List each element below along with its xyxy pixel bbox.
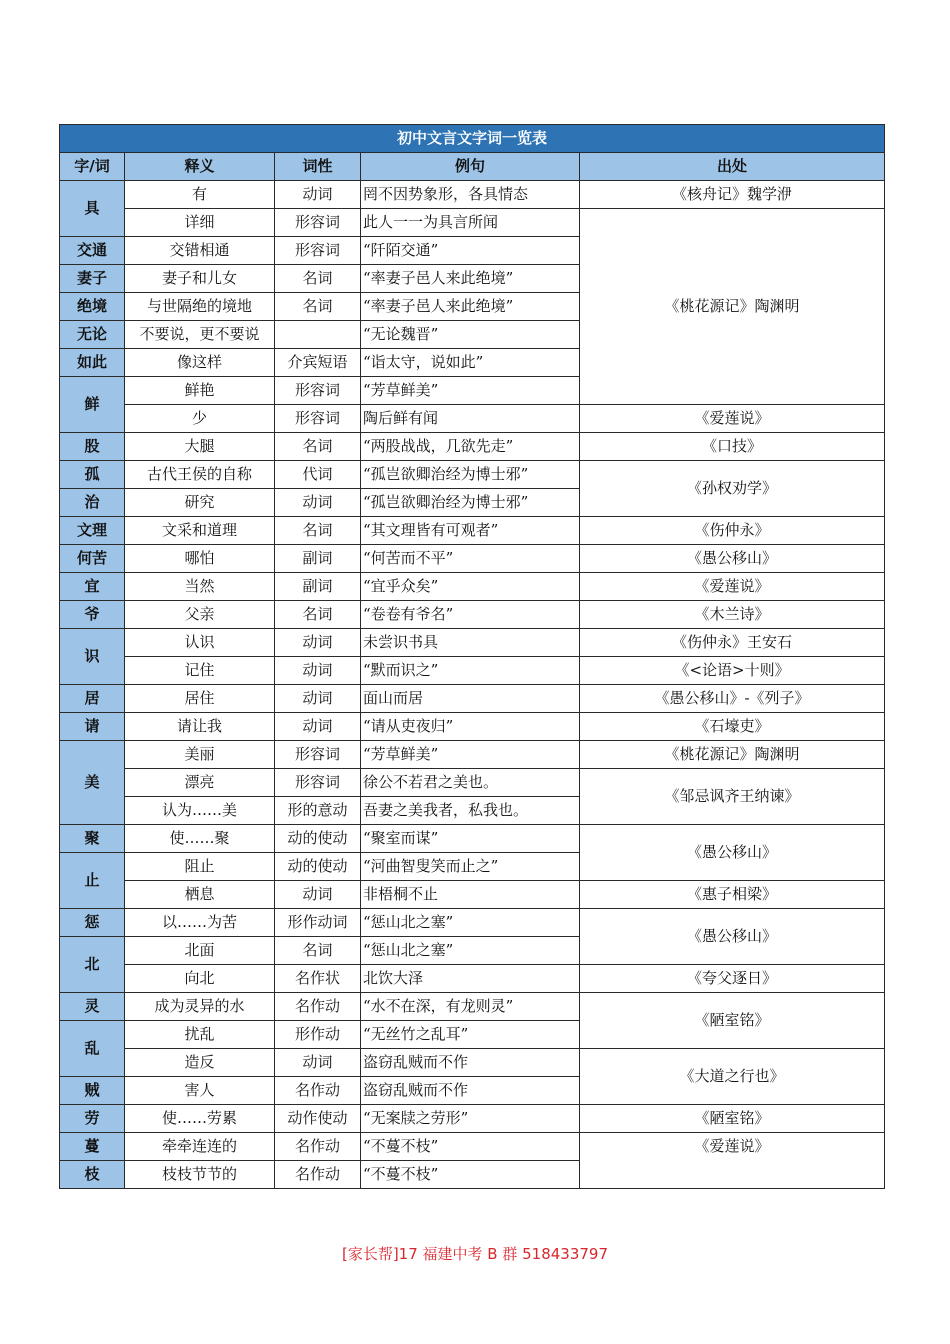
pos-cell: 动词 (275, 181, 361, 209)
pos-cell: 动词 (275, 489, 361, 517)
pos-cell: 副词 (275, 573, 361, 601)
pos-cell: 代词 (275, 461, 361, 489)
pos-cell: 动词 (275, 685, 361, 713)
meaning-cell: 像这样 (125, 349, 275, 377)
word-cell: 股 (60, 433, 125, 461)
example-cell: 盗窃乱贼而不作 (361, 1049, 580, 1077)
meaning-cell: 以……为苦 (125, 909, 275, 937)
word-cell: 惩 (60, 909, 125, 937)
footer-watermark: [家长帮]17 福建中考 B 群 518433797 (341, 1245, 609, 1263)
meaning-cell: 研究 (125, 489, 275, 517)
example-cell: “阡陌交通” (361, 237, 580, 265)
example-cell: “率妻子邑人来此绝境” (361, 265, 580, 293)
table-row (60, 769, 885, 797)
example-cell: 吾妻之美我者，私我也。 (361, 797, 580, 825)
example-cell: “何苦而不平” (361, 545, 580, 573)
word-cell: 乱 (60, 1021, 125, 1077)
word-cell: 止 (60, 853, 125, 909)
source-cell: 《夸父逐日》 (580, 965, 885, 993)
meaning-cell: 古代王侯的自称 (125, 461, 275, 489)
meaning-cell: 阻止 (125, 853, 275, 881)
pos-cell: 名词 (275, 517, 361, 545)
example-cell: “不蔓不枝” (361, 1133, 580, 1161)
word-cell: 居 (60, 685, 125, 713)
pos-cell: 名作动 (275, 1133, 361, 1161)
word-cell: 治 (60, 489, 125, 517)
pos-cell: 名词 (275, 937, 361, 965)
word-cell: 劳 (60, 1105, 125, 1133)
source-cell: 《桃花源记》陶渊明 (580, 741, 885, 769)
pos-cell: 名作状 (275, 965, 361, 993)
example-cell: “请从吏夜归” (361, 713, 580, 741)
example-cell: “孤岂欲卿治经为博士邪” (361, 489, 580, 517)
table-row (60, 433, 885, 461)
meaning-cell: 扰乱 (125, 1021, 275, 1049)
meaning-cell: 向北 (125, 965, 275, 993)
table-row (60, 965, 885, 993)
pos-cell: 形容词 (275, 209, 361, 237)
table-row (60, 461, 885, 489)
table-row (60, 657, 885, 685)
meaning-cell: 认为……美 (125, 797, 275, 825)
meaning-cell: 北面 (125, 937, 275, 965)
meaning-cell: 大腿 (125, 433, 275, 461)
word-cell: 识 (60, 629, 125, 685)
word-cell: 具 (60, 181, 125, 237)
meaning-cell: 造反 (125, 1049, 275, 1077)
word-cell: 爷 (60, 601, 125, 629)
meaning-cell: 少 (125, 405, 275, 433)
meaning-cell: 当然 (125, 573, 275, 601)
pos-cell: 名词 (275, 601, 361, 629)
header-word: 字/词 (60, 153, 125, 181)
meaning-cell: 牵牵连连的 (125, 1133, 275, 1161)
source-cell: 《愚公移山》-《列子》 (580, 685, 885, 713)
example-cell: 此人一一为具言所闻 (361, 209, 580, 237)
meaning-cell: 认识 (125, 629, 275, 657)
meaning-cell: 文采和道理 (125, 517, 275, 545)
source-cell: 《爱莲说》 (580, 573, 885, 601)
table-row (60, 209, 885, 237)
source-cell: 《桃花源记》陶渊明 (580, 209, 885, 405)
pos-cell: 动词 (275, 1049, 361, 1077)
example-cell: 盗窃乱贼而不作 (361, 1077, 580, 1105)
pos-cell: 动词 (275, 629, 361, 657)
example-cell: “芳草鲜美” (361, 377, 580, 405)
source-cell: 《伤仲永》王安石 (580, 629, 885, 657)
meaning-cell: 居住 (125, 685, 275, 713)
header-example: 例句 (361, 153, 580, 181)
example-cell: 陶后鲜有闻 (361, 405, 580, 433)
word-cell: 文理 (60, 517, 125, 545)
example-cell: 非梧桐不止 (361, 881, 580, 909)
source-cell: 《伤仲永》 (580, 517, 885, 545)
pos-cell: 名词 (275, 433, 361, 461)
example-cell: “诣太守，说如此” (361, 349, 580, 377)
meaning-cell: 记住 (125, 657, 275, 685)
word-cell: 北 (60, 937, 125, 993)
pos-cell: 名作动 (275, 1161, 361, 1189)
meaning-cell: 栖息 (125, 881, 275, 909)
word-cell: 交通 (60, 237, 125, 265)
pos-cell: 名作动 (275, 1077, 361, 1105)
meaning-cell: 妻子和儿女 (125, 265, 275, 293)
meaning-cell: 成为灵异的水 (125, 993, 275, 1021)
meaning-cell: 请让我 (125, 713, 275, 741)
word-cell: 何苦 (60, 545, 125, 573)
source-cell: 《陋室铭》 (580, 1105, 885, 1133)
meaning-cell: 详细 (125, 209, 275, 237)
table-title-row (60, 125, 885, 153)
pos-cell: 形容词 (275, 405, 361, 433)
table-row (60, 993, 885, 1021)
table-row (60, 629, 885, 657)
source-cell: 《口技》 (580, 433, 885, 461)
vocabulary-table (59, 124, 885, 1189)
word-cell: 无论 (60, 321, 125, 349)
source-cell: 《陋室铭》 (580, 993, 885, 1049)
pos-cell: 动词 (275, 657, 361, 685)
table-row (60, 909, 885, 937)
meaning-cell: 鲜艳 (125, 377, 275, 405)
source-cell: 《木兰诗》 (580, 601, 885, 629)
word-cell: 聚 (60, 825, 125, 853)
pos-cell: 动的使动 (275, 853, 361, 881)
table-row (60, 741, 885, 769)
word-cell: 妻子 (60, 265, 125, 293)
example-cell: “不蔓不枝” (361, 1161, 580, 1189)
table-row (60, 405, 885, 433)
table-row (60, 573, 885, 601)
example-cell: 徐公不若君之美也。 (361, 769, 580, 797)
pos-cell: 形的意动 (275, 797, 361, 825)
meaning-cell: 使……聚 (125, 825, 275, 853)
table-row (60, 825, 885, 853)
header-pos: 词性 (275, 153, 361, 181)
table-row (60, 517, 885, 545)
word-cell: 绝境 (60, 293, 125, 321)
pos-cell: 名词 (275, 265, 361, 293)
example-cell: “默而识之” (361, 657, 580, 685)
header-source: 出处 (580, 153, 885, 181)
example-cell: “聚室而谋” (361, 825, 580, 853)
pos-cell: 形容词 (275, 237, 361, 265)
meaning-cell: 使……劳累 (125, 1105, 275, 1133)
source-cell: 《邹忌讽齐王纳谏》 (580, 769, 885, 825)
meaning-cell: 交错相通 (125, 237, 275, 265)
example-cell: 罔不因势象形，各具情态 (361, 181, 580, 209)
meaning-cell: 父亲 (125, 601, 275, 629)
pos-cell (275, 321, 361, 349)
source-cell: 《爱莲说》 (580, 1133, 885, 1189)
example-cell: “无丝竹之乱耳” (361, 1021, 580, 1049)
table-row (60, 1049, 885, 1077)
source-cell: 《核舟记》魏学洢 (580, 181, 885, 209)
pos-cell: 动的使动 (275, 825, 361, 853)
word-cell: 灵 (60, 993, 125, 1021)
example-cell: “河曲智叟笑而止之” (361, 853, 580, 881)
example-cell: “率妻子邑人来此绝境” (361, 293, 580, 321)
source-cell: 《大道之行也》 (580, 1049, 885, 1105)
example-cell: “芳草鲜美” (361, 741, 580, 769)
pos-cell: 形作动词 (275, 909, 361, 937)
source-cell: 《愚公移山》 (580, 545, 885, 573)
example-cell: “无论魏晋” (361, 321, 580, 349)
word-cell: 贼 (60, 1077, 125, 1105)
word-cell: 请 (60, 713, 125, 741)
pos-cell: 形容词 (275, 377, 361, 405)
pos-cell: 动作使动 (275, 1105, 361, 1133)
example-cell: “其文理皆有可观者” (361, 517, 580, 545)
source-cell: 《惠子相梁》 (580, 881, 885, 909)
example-cell: “孤岂欲卿治经为博士邪” (361, 461, 580, 489)
source-cell: 《愚公移山》 (580, 909, 885, 965)
example-cell: “宜乎众矣” (361, 573, 580, 601)
table-row (60, 1105, 885, 1133)
source-cell: 《愚公移山》 (580, 825, 885, 881)
table-row (60, 881, 885, 909)
example-cell: “两股战战，几欲先走” (361, 433, 580, 461)
pos-cell: 介宾短语 (275, 349, 361, 377)
example-cell: “水不在深，有龙则灵” (361, 993, 580, 1021)
source-cell: 《孙权劝学》 (580, 461, 885, 517)
source-cell: 《<论语>十则》 (580, 657, 885, 685)
word-cell: 蔓 (60, 1133, 125, 1161)
vocabulary-document (59, 124, 884, 1189)
pos-cell: 形容词 (275, 769, 361, 797)
meaning-cell: 害人 (125, 1077, 275, 1105)
pos-cell: 形作动 (275, 1021, 361, 1049)
example-cell: 未尝识书具 (361, 629, 580, 657)
table-row (60, 1133, 885, 1161)
table-row (60, 545, 885, 573)
table-title: 初中文言文字词一览表 (60, 125, 885, 153)
meaning-cell: 与世隔绝的境地 (125, 293, 275, 321)
table-row (60, 601, 885, 629)
word-cell: 枝 (60, 1161, 125, 1189)
example-cell: “卷卷有爷名” (361, 601, 580, 629)
table-row (60, 181, 885, 209)
meaning-cell: 哪怕 (125, 545, 275, 573)
meaning-cell: 有 (125, 181, 275, 209)
word-cell: 如此 (60, 349, 125, 377)
header-meaning: 释义 (125, 153, 275, 181)
word-cell: 孤 (60, 461, 125, 489)
table-row (60, 685, 885, 713)
word-cell: 宜 (60, 573, 125, 601)
pos-cell: 动词 (275, 713, 361, 741)
example-cell: “惩山北之塞” (361, 937, 580, 965)
table-header-row (60, 153, 885, 181)
example-cell: “无案牍之劳形” (361, 1105, 580, 1133)
source-cell: 《石壕吏》 (580, 713, 885, 741)
example-cell: “惩山北之塞” (361, 909, 580, 937)
pos-cell: 名作动 (275, 993, 361, 1021)
example-cell: 面山而居 (361, 685, 580, 713)
source-cell: 《爱莲说》 (580, 405, 885, 433)
word-cell: 美 (60, 741, 125, 825)
pos-cell: 名词 (275, 293, 361, 321)
meaning-cell: 美丽 (125, 741, 275, 769)
meaning-cell: 漂亮 (125, 769, 275, 797)
meaning-cell: 不要说，更不要说 (125, 321, 275, 349)
meaning-cell: 枝枝节节的 (125, 1161, 275, 1189)
example-cell: 北饮大泽 (361, 965, 580, 993)
word-cell: 鲜 (60, 377, 125, 433)
pos-cell: 副词 (275, 545, 361, 573)
pos-cell: 动词 (275, 881, 361, 909)
pos-cell: 形容词 (275, 741, 361, 769)
table-row (60, 713, 885, 741)
